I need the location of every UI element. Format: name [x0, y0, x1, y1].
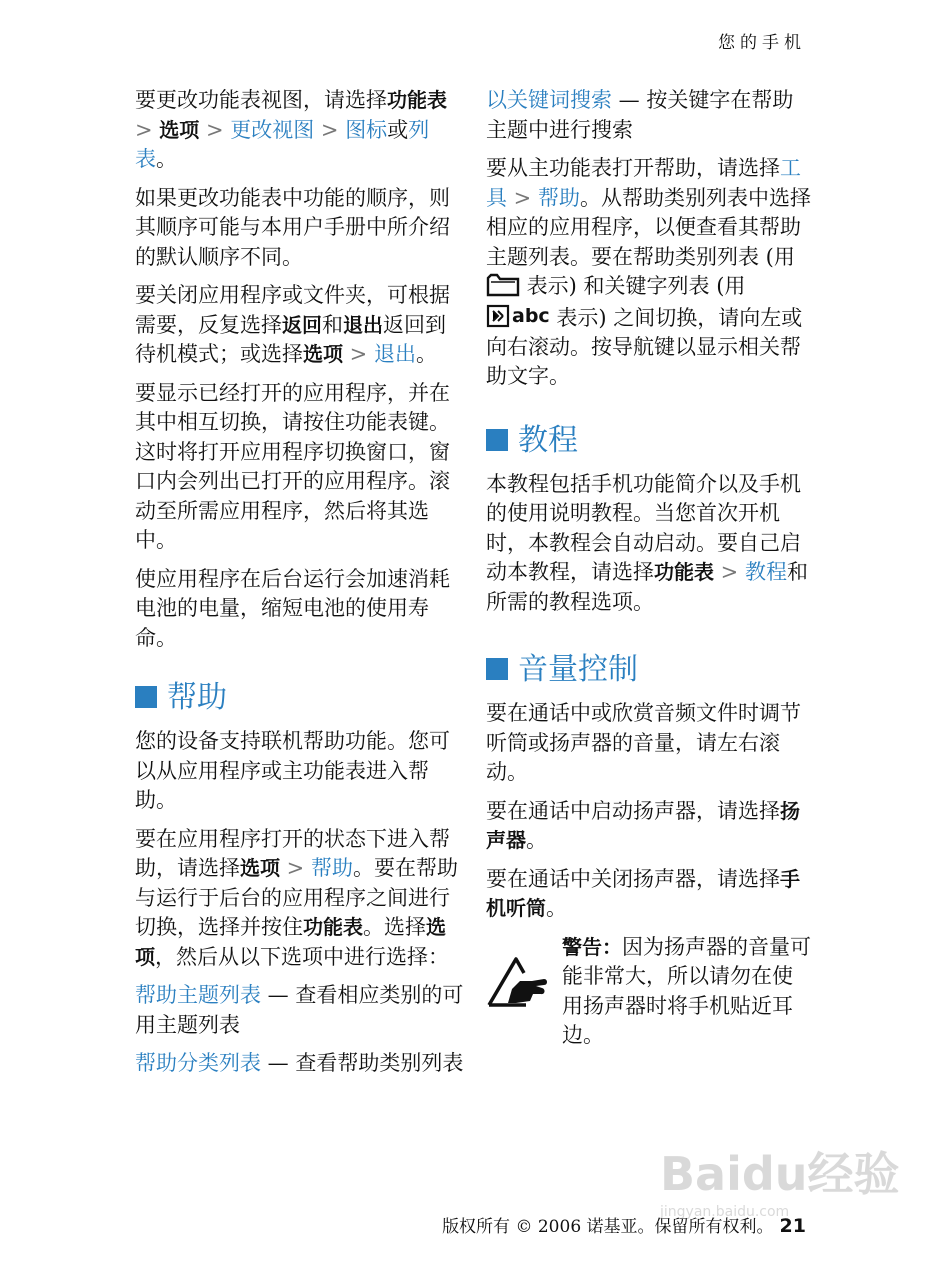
link-list: 列表 — [135, 117, 430, 171]
link-icons: 图标 — [345, 117, 388, 142]
option-help-topics: 帮助主题列表 — 查看相应类别的可用主题列表 — [135, 983, 464, 1037]
paragraph-speaker-on: 要在通话中启动扬声器，请选择扬声器。 — [486, 798, 800, 853]
paragraph-volume: 要在通话中或欣赏音频文件时调节听筒或扬声器的音量，请左右滚动。 — [486, 701, 801, 785]
paragraph-change-view: 要更改功能表视图，请选择功能表 > 选项 > 更改视图 > 图标或列表。 — [135, 88, 447, 171]
section-square-icon — [486, 658, 508, 680]
section-title-volume: 音量控制 — [486, 651, 811, 689]
menu-term-functions: 功能表 — [387, 88, 447, 112]
paragraph-help-enter: 要在应用程序打开的状态下进入帮助，请选择选项 > 帮助。要在帮助与运行于后台的应用程序之间进行切换，选择并按住功能表。选择选项，然后从以下选项中进行选择： — [135, 826, 458, 969]
right-column — [486, 86, 811, 1051]
copyright-text: 版权所有 © 2006 诺基亚。保留所有权利。 — [442, 1217, 774, 1237]
paragraph-open-help: 要从主功能表打开帮助，请选择工具 > 帮助。从帮助类别列表中选择相应的应用程序，以便查看其帮助主题列表。要在帮助类别列表 (用 表示) 和关键字列表 (用 abc 表示) 之间切换，请向左或向右滚动。按导航键以显示相关帮助文字。 — [486, 156, 811, 389]
menu-term-options: 选项 — [159, 117, 200, 142]
section-square-icon — [486, 429, 508, 451]
warning-block — [486, 933, 811, 1051]
paragraph-order: 如果更改功能表中功能的顺序，则其顺序可能与本用户手册中所介绍的默认顺序不同。 — [135, 185, 450, 269]
paragraph-speaker-off: 要在通话中关闭扬声器，请选择手机听筒。 — [486, 866, 800, 921]
page-footer — [442, 1212, 806, 1237]
paragraph-close-app: 要关闭应用程序或文件夹，可根据需要，反复选择返回和退出返回到待机模式；或选择选项 > 退出。 — [135, 283, 450, 366]
warning-label: 警告： — [562, 934, 622, 959]
left-column — [135, 86, 465, 1088]
warning-hand-icon — [486, 955, 550, 1009]
link-help: 帮助 — [310, 856, 353, 880]
section-title-tutorial: 教程 — [486, 422, 811, 460]
link-tutorial: 教程 — [744, 560, 787, 585]
option-keyword-search: 以关键词搜索 — 按关键字在帮助主题中进行搜索 — [486, 88, 794, 142]
section-square-icon — [135, 686, 157, 708]
baidu-watermark: Baidu经验 jingyan.baidu.com — [660, 1147, 900, 1220]
paragraph-battery: 使应用程序在后台运行会加速消耗电池的电量，缩短电池的使用寿命。 — [135, 566, 450, 650]
keyword-list-icon: abc — [486, 302, 550, 332]
link-change-view: 更改视图 — [230, 117, 315, 142]
paragraph-help-intro: 您的设备支持联机帮助功能。您可以从应用程序或主功能表进入帮助。 — [135, 729, 450, 812]
section-title-help: 帮助 — [135, 679, 465, 717]
warning-text: 警告：因为扬声器的音量可能非常大，所以请勿在使用扬声器时将手机贴近耳边。 — [562, 934, 811, 1048]
running-header: 您的手机 — [718, 33, 806, 53]
link-exit: 退出 — [373, 342, 416, 366]
option-help-categories: 帮助分类列表 — 查看帮助类别列表 — [135, 1051, 464, 1075]
paragraph-tutorial: 本教程包括手机功能简介以及手机的使用说明教程。当您首次开机时，本教程会自动启动。要自己启动本教程，请选择功能表 > 教程和所需的教程选项。 — [486, 471, 808, 614]
paragraph-switch-app: 要显示已经打开的应用程序，并在其中相互切换，请按住功能表键。这时将打开应用程序切换窗口，窗口内会列出已打开的应用程序。滚动至所需应用程序，然后将其选中。 — [135, 380, 450, 552]
page-number: 21 — [779, 1215, 806, 1237]
folder-icon — [486, 273, 520, 297]
